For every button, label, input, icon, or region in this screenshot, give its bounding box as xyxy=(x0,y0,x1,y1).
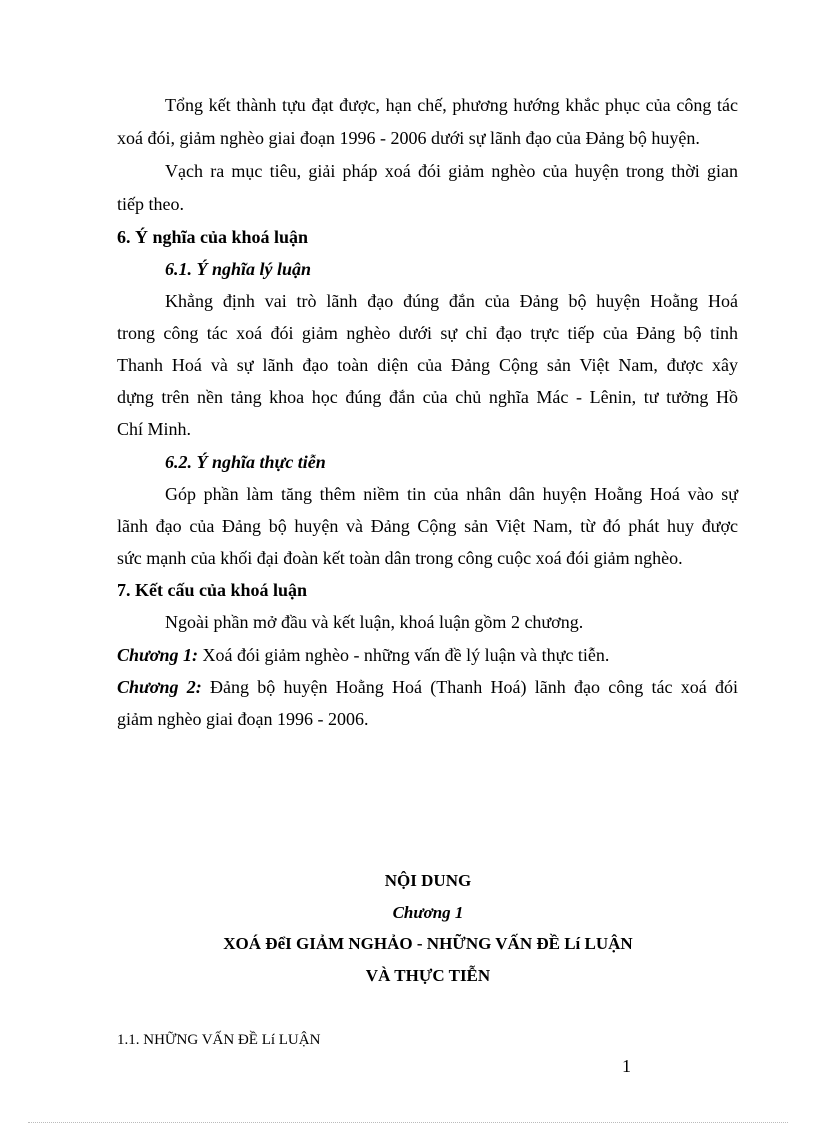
para-2-line-2: tiếp theo. xyxy=(117,194,184,214)
para-2-line-1: Vạch ra mục tiêu, giải pháp xoá đói giảm nghèo của huyện trong thời gian xyxy=(165,161,738,181)
para-3-line-3: Thanh Hoá và sự lãnh đạo toàn diện của Đảng Cộng sản Việt Nam, được xây xyxy=(117,355,738,375)
para-5-line-1: Ngoài phần mở đầu và kết luận, khoá luận gồm 2 chương. xyxy=(165,612,584,632)
chapter-heading-line-2: VÀ THỰC TIỄN xyxy=(365,966,491,985)
para-4-line-1: Góp phần làm tăng thêm niềm tin của nhân dân huyện Hoằng Hoá vào sự xyxy=(165,484,738,504)
section-7-heading: 7. Kết cấu của khoá luận xyxy=(117,580,308,600)
content-title: NỘI DUNG xyxy=(384,871,472,890)
chapter-2-label: Chương 2: xyxy=(117,677,202,697)
chapter-1-label: Chương 1: xyxy=(117,645,198,665)
para-3-line-4: dựng trên nền tảng khoa học đúng đắn của chủ nghĩa Mác - Lênin, tư tưởng Hồ xyxy=(117,387,738,407)
para-4-line-3: sức mạnh của khối đại đoàn kết toàn dân trong công cuộc xoá đói giảm nghèo. xyxy=(117,548,683,568)
para-4-line-2: lãnh đạo của Đảng bộ huyện và Đảng Cộng sản Việt Nam, từ đó phát huy được xyxy=(117,516,738,536)
chapter-1-line xyxy=(117,644,609,666)
para-3-line-2: trong công tác xoá đói giảm nghèo dưới sự chỉ đạo trực tiếp của Đảng bộ tỉnh xyxy=(117,323,738,343)
para-3-line-1: Khẳng định vai trò lãnh đạo đúng đắn của Đảng bộ huyện Hoằng Hoá xyxy=(165,291,738,311)
para-1-line-1: Tổng kết thành tựu đạt được, hạn chế, phương hướng khắc phục của công tác xyxy=(165,95,738,115)
chapter-2-text: Đảng bộ huyện Hoằng Hoá (Thanh Hoá) lãnh đạo công tác xoá đói xyxy=(201,677,738,697)
chapter-2-line-1 xyxy=(117,676,738,698)
para-1-line-2: xoá đói, giảm nghèo giai đoạn 1996 - 2006 dưới sự lãnh đạo của Đảng bộ huyện. xyxy=(117,128,700,148)
page-number: 1 xyxy=(622,1056,631,1076)
subsection-heading: 1.1. NHỮNG VẤN ĐỀ Lí LUẬN xyxy=(117,1032,321,1048)
section-6-heading: 6. Ý nghĩa của khoá luận xyxy=(117,227,309,247)
section-6-1-heading: 6.1. Ý nghĩa lý luận xyxy=(165,259,312,279)
chapter-title: Chương 1 xyxy=(392,903,464,922)
chapter-1-text: Xoá đói giảm nghèo - những vấn đề lý luận và thực tiễn. xyxy=(197,645,610,665)
section-6-2-heading: 6.2. Ý nghĩa thực tiễn xyxy=(165,452,326,472)
chapter-heading-line-1: XOÁ ĐểI GIẢM NGHẢO - NHỮNG VẤN ĐỀ Lí LUẬN xyxy=(223,934,633,953)
chapter-2-line-2: giảm nghèo giai đoạn 1996 - 2006. xyxy=(117,709,369,729)
para-3-line-5: Chí Minh. xyxy=(117,419,192,439)
